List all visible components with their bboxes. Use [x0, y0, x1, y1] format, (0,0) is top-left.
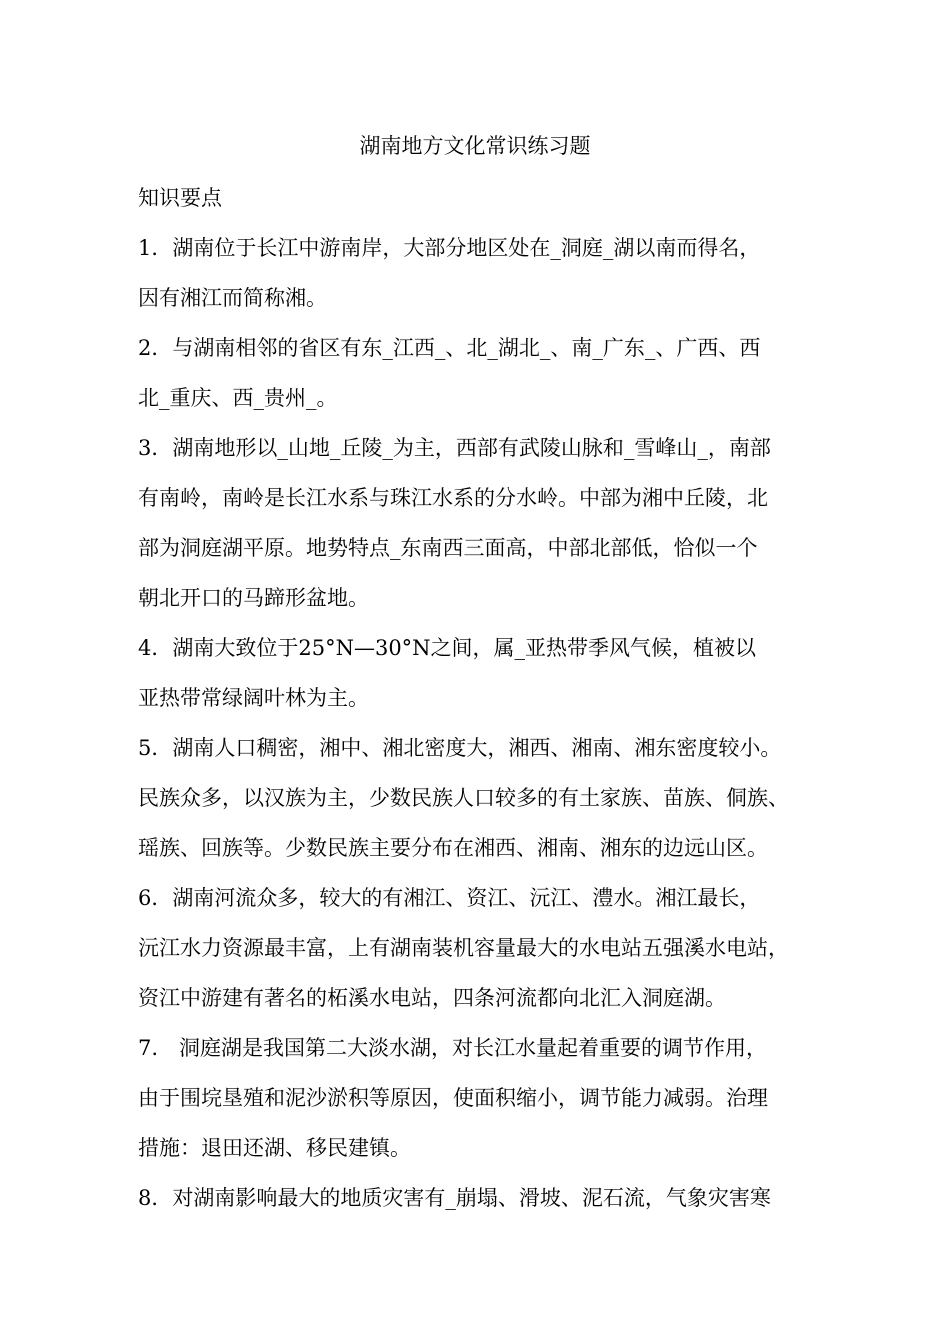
text-line: 7. 洞庭湖是我国第二大淡水湖，对长江水量起着重要的调节作用，	[138, 1036, 768, 1060]
text-line: 亚热带常绿阔叶林为主。	[138, 686, 369, 710]
text-line: 2．与湖南相邻的省区有东_江西_、北_湖北_、南_广东_、广西、西	[138, 336, 761, 360]
text-line: 朝北开口的马蹄形盆地。	[138, 586, 369, 610]
text-line: 由于围垸垦殖和泥沙淤积等原因，使面积缩小，调节能力减弱。治理	[138, 1086, 768, 1110]
document-title: 湖南地方文化常识练习题	[359, 134, 591, 158]
text-line: 有南岭，南岭是长江水系与珠江水系的分水岭。中部为湘中丘陵，北	[138, 486, 768, 510]
text-line: 资江中游建有著名的柘溪水电站，四条河流都向北汇入洞庭湖。	[138, 986, 726, 1010]
text-line: 北_重庆、西_贵州_。	[138, 386, 338, 410]
text-line: 部为洞庭湖平原。地势特点_东南西三面高，中部北部低，恰似一个	[138, 536, 758, 560]
text-line: 5．湖南人口稠密，湘中、湘北密度大，湘西、湘南、湘东密度较小。	[138, 736, 782, 760]
text-line: 6．湖南河流众多，较大的有湘江、资江、沅江、澧水。湘江最长，	[138, 886, 761, 910]
text-line: 措施：退田还湖、移民建镇。	[138, 1136, 411, 1160]
text-line: 4．湖南大致位于25°N—30°N之间，属_亚热带季风气候，植被以	[138, 636, 757, 660]
text-line: 1．湖南位于长江中游南岸，大部分地区处在_洞庭_湖以南而得名，	[138, 236, 761, 260]
text-line: 瑶族、回族等。少数民族主要分布在湘西、湘南、湘东的边远山区。	[138, 836, 768, 860]
section-heading: 知识要点	[138, 186, 222, 210]
text-line: 因有湘江而简称湘。	[138, 286, 327, 310]
text-line: 3．湖南地形以_山地_丘陵_为主，西部有武陵山脉和_雪峰山_，南部	[138, 436, 771, 460]
text-line: 沅江水力资源最丰富，上有湖南装机容量最大的水电站五强溪水电站，	[138, 936, 789, 960]
text-line: 8．对湖南影响最大的地质灾害有_崩塌、滑坡、泥石流，气象灾害寒	[138, 1186, 771, 1210]
text-line: 民族众多，以汉族为主，少数民族人口较多的有土家族、苗族、侗族、	[138, 786, 789, 810]
